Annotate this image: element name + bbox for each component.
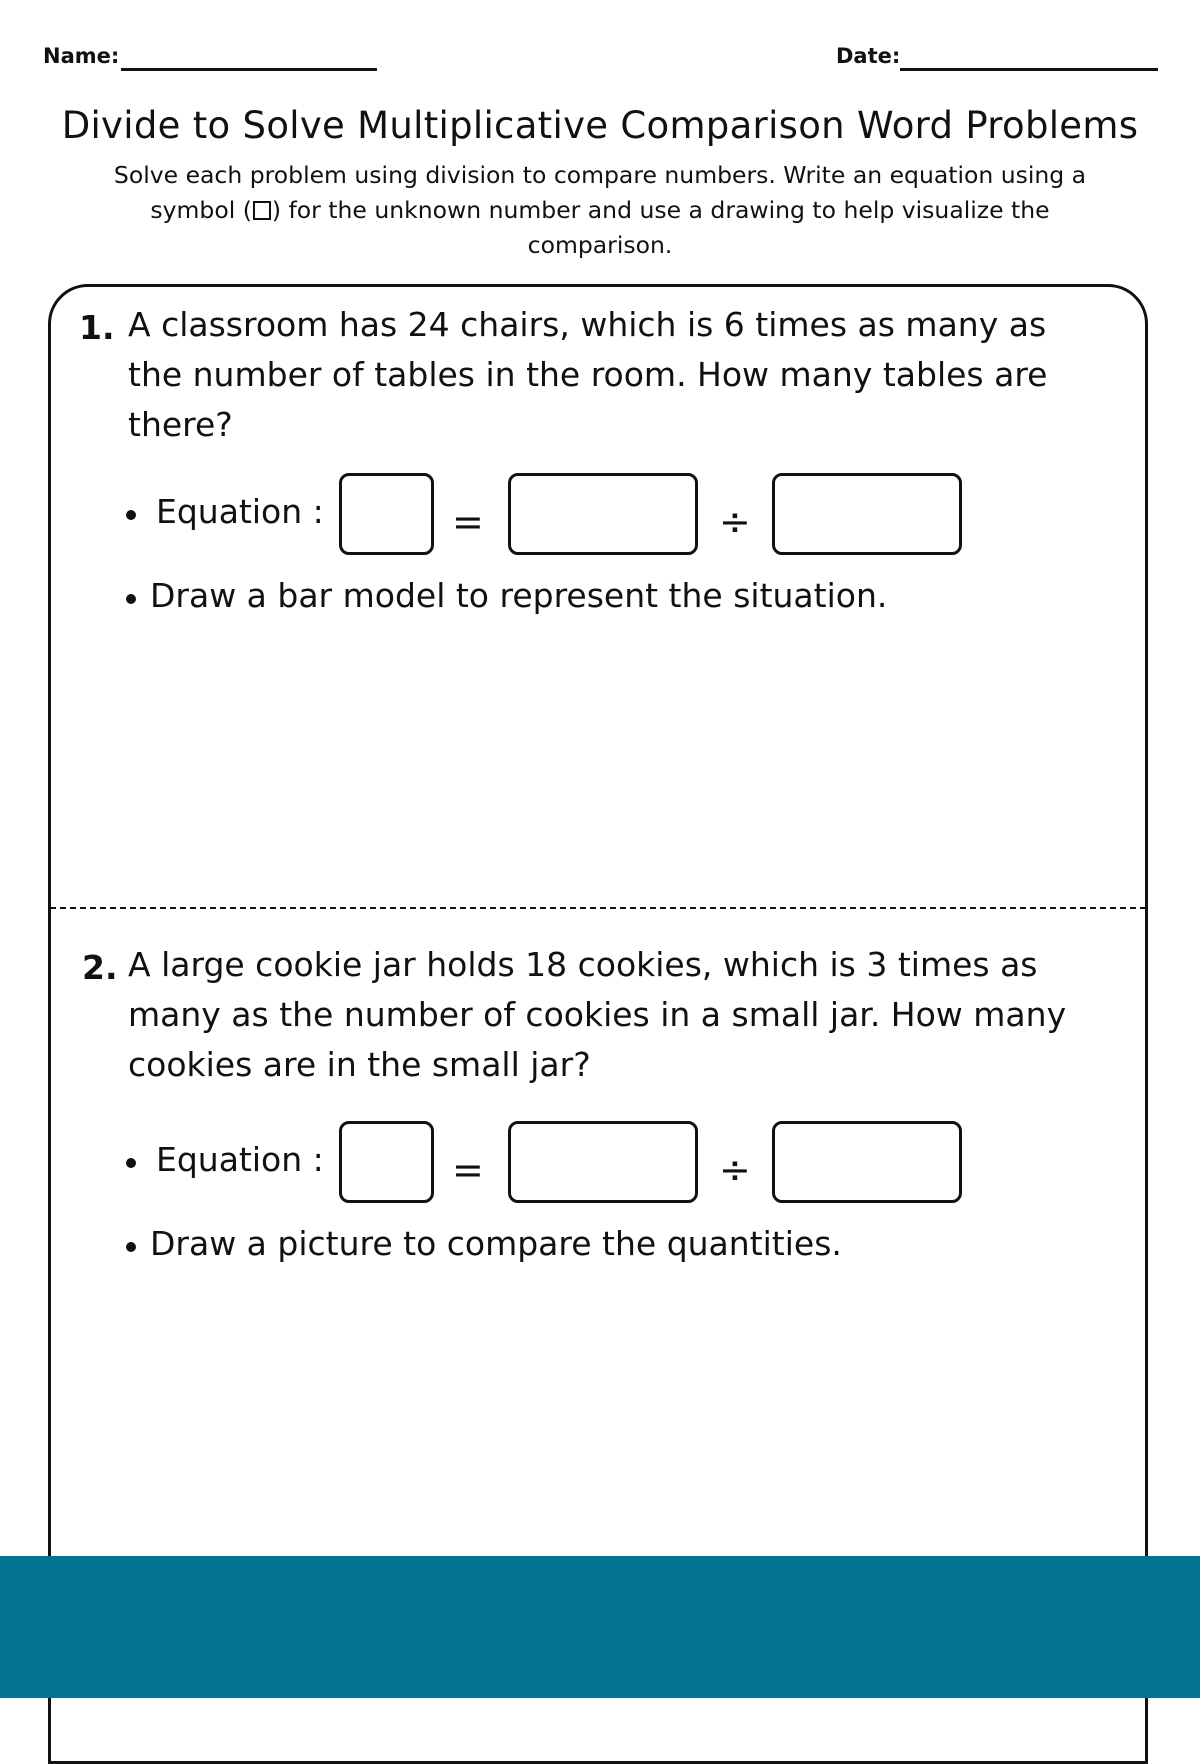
problem-divider xyxy=(50,907,1146,909)
problem-text: A large cookie jar holds 18 cookies, which is 3 times as many as the number of cookies in a small jar. How many cookies are in the small jar? xyxy=(128,945,1067,1084)
footer-band xyxy=(0,1556,1200,1698)
drawing-area[interactable] xyxy=(60,630,1140,900)
bullet-icon xyxy=(126,1242,136,1252)
instructions xyxy=(110,158,1090,263)
dividend-box[interactable] xyxy=(508,473,698,555)
date-label: Date: xyxy=(836,44,901,68)
bullet-icon xyxy=(126,1158,136,1168)
problem-number: 2. xyxy=(82,948,118,987)
problem-text: A classroom has 24 chairs, which is 6 times as many as the number of tables in the room. How many tables are there? xyxy=(128,305,1048,444)
divide-sign: ÷ xyxy=(719,500,751,544)
problem-number: 1. xyxy=(79,308,115,347)
dividend-box[interactable] xyxy=(508,1121,698,1203)
bullet-icon xyxy=(126,510,136,520)
worksheet-title: Divide to Solve Multiplicative Comparison Word Problems xyxy=(61,104,1139,147)
equation-label: Equation : xyxy=(156,1140,324,1179)
date-field[interactable] xyxy=(900,68,1158,71)
equals-sign: = xyxy=(452,1148,484,1192)
drawing-prompt: Draw a bar model to represent the situation. xyxy=(150,576,888,615)
instructions-text-2: ) for the unknown number and use a drawing to help visualize the comparison. xyxy=(271,196,1050,259)
divisor-box[interactable] xyxy=(772,1121,962,1203)
equation-label: Equation : xyxy=(156,492,324,531)
instructions-text-1: Solve each problem using division to compare numbers. Write an equation using a symbol ( xyxy=(113,161,1087,224)
name-label: Name: xyxy=(43,44,120,68)
unknown-symbol-icon xyxy=(253,201,271,220)
name-field[interactable] xyxy=(121,68,377,71)
drawing-prompt: Draw a picture to compare the quantities. xyxy=(150,1224,842,1263)
bullet-icon xyxy=(126,594,136,604)
unknown-answer-box[interactable] xyxy=(339,473,434,555)
equals-sign: = xyxy=(452,500,484,544)
drawing-area[interactable] xyxy=(60,1280,1140,1550)
divisor-box[interactable] xyxy=(772,473,962,555)
unknown-answer-box[interactable] xyxy=(339,1121,434,1203)
divide-sign: ÷ xyxy=(719,1148,751,1192)
